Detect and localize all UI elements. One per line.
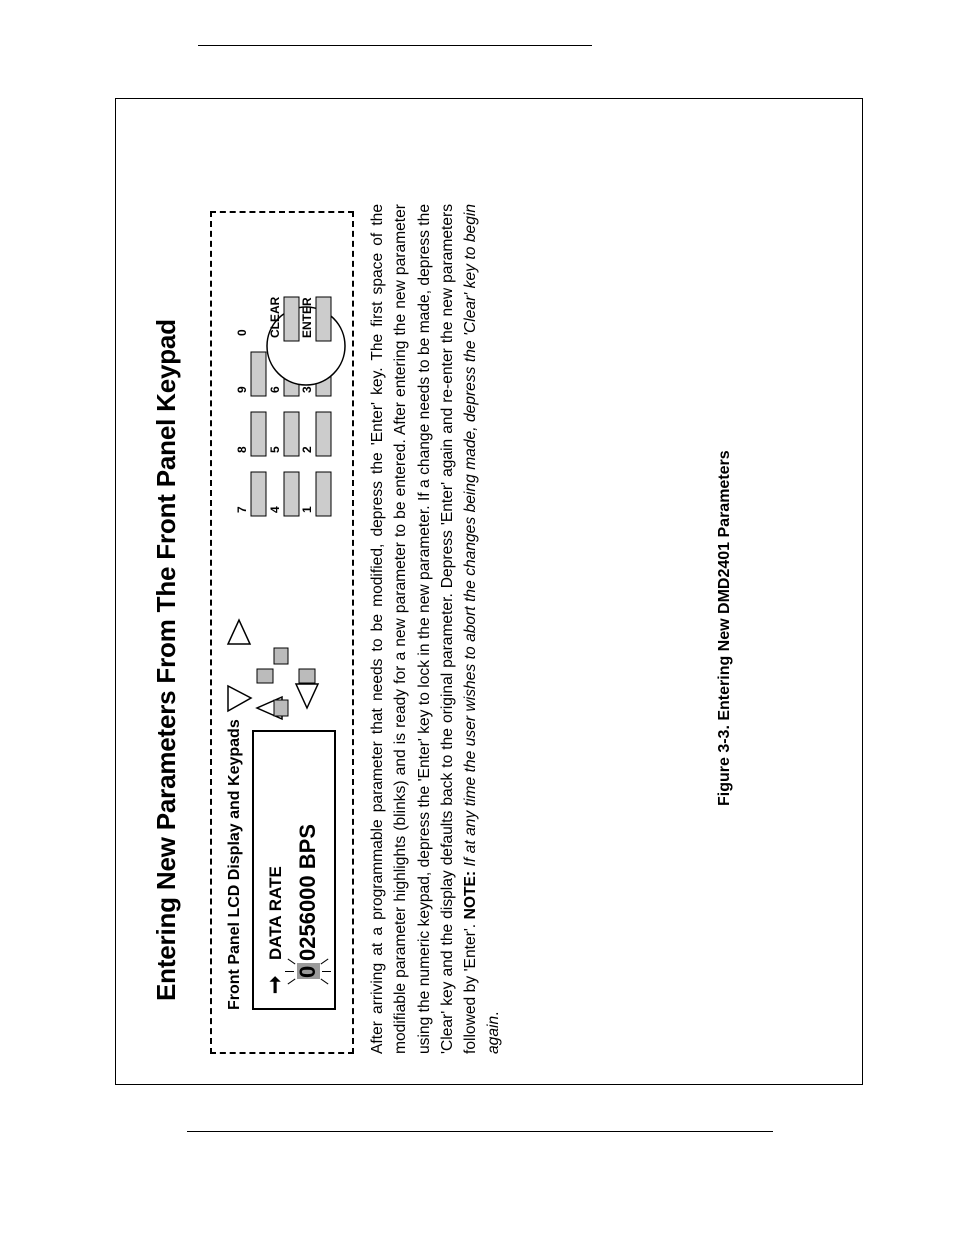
key-label-4: 4 — [268, 506, 282, 513]
key-label-2: 2 — [300, 446, 314, 453]
key-2[interactable] — [316, 412, 331, 456]
key-1[interactable] — [316, 472, 331, 516]
key-label-0: 0 — [235, 329, 249, 336]
lcd-parameter-label: DATA RATE — [266, 866, 285, 960]
key-8[interactable] — [251, 412, 266, 456]
key-label-3: 3 — [300, 386, 314, 393]
note-label: NOTE: — [462, 870, 480, 920]
footer-rule — [187, 1131, 773, 1132]
figure-caption: Figure 3-3. Entering New DMD2401 Parameters — [716, 450, 733, 806]
highlighted-digit: 0 — [295, 965, 320, 978]
key-label-6: 6 — [268, 386, 282, 393]
description-body: After arriving at a programmable parameter that needs to be modified, depress the 'Enter' key. The first space of the modifiable parameter highlights (blinks) and is ready for a new parameter to be entered. After entering the new parameter using the numeric keypad, depress the 'Enter' key to lock in the new parameter. If a change needs to be made, depress the 'Clear' key and the display defaults back to the original parameter. Depress 'Enter' again and re-enter the new parameters followed by 'Enter'. NOTE: If at any time the user wishes to abort the changes being made, depress the 'Clear' key to begin again. — [369, 204, 503, 1054]
nav-button[interactable] — [274, 648, 288, 664]
key-label-5: 5 — [268, 446, 282, 453]
key-label-9: 9 — [235, 386, 249, 393]
clear-key-label: CLEAR — [268, 296, 282, 338]
arrow-right-icon: ➞ — [262, 975, 287, 994]
nav-button[interactable] — [257, 669, 273, 683]
header-rule — [198, 45, 592, 46]
description — [366, 204, 506, 1054]
figure-content — [116, 99, 864, 1086]
nav-button[interactable] — [274, 700, 288, 716]
note-text: If at any time the user wishes to abort the changes being made, depress the 'Clear' key to begin again — [462, 204, 503, 1054]
figure-title: Entering New Parameters From The Front Panel Keypad — [151, 319, 181, 1001]
figure-frame — [115, 98, 863, 1085]
enter-key[interactable] — [316, 297, 331, 341]
key-9[interactable] — [251, 352, 266, 396]
enter-key-label: ENTER — [300, 297, 314, 338]
lcd-parameter-value: 0256000 BPS — [295, 824, 320, 961]
clear-key[interactable] — [284, 297, 299, 341]
key-label-1: 1 — [300, 506, 314, 513]
key-4[interactable] — [284, 472, 299, 516]
nav-button[interactable] — [299, 669, 315, 683]
arrow-down-key[interactable] — [296, 684, 318, 708]
key-label-7: 7 — [235, 506, 249, 513]
numeric-keypad — [251, 297, 345, 516]
key-7[interactable] — [251, 472, 266, 516]
arrow-keypad — [228, 620, 318, 719]
key-5[interactable] — [284, 412, 299, 456]
arrow-left-key[interactable] — [228, 686, 251, 711]
arrow-up-key[interactable] — [228, 620, 250, 644]
key-label-8: 8 — [235, 446, 249, 453]
panel-label: Front Panel LCD Display and Keypads — [226, 719, 243, 1010]
